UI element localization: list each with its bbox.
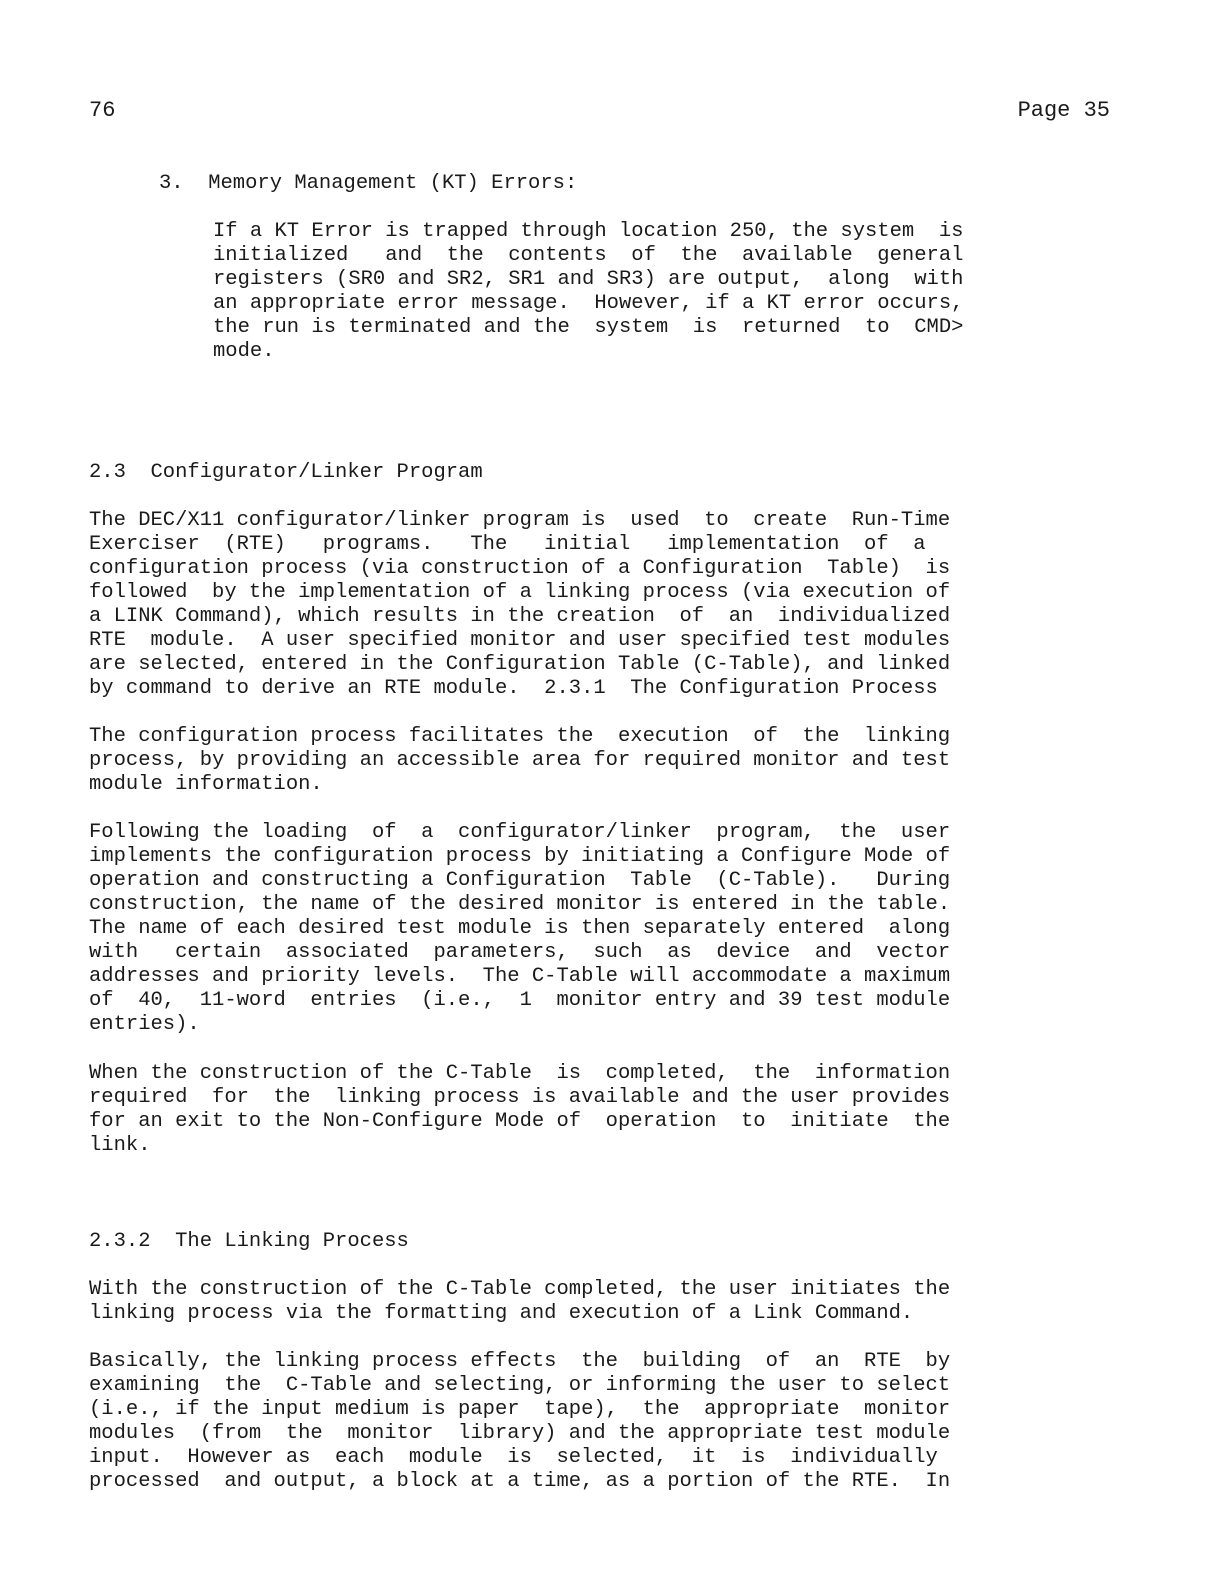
section-2-3-paragraph-2: The configuration process facilitates the execution of the linking process, by providing an accessible area for required monitor and test module information. <box>89 725 951 796</box>
section-2-3-2-paragraph-1: With the construction of the C-Table completed, the user initiates the linking process via the formatting and execution of a Link Command. <box>89 1278 951 1325</box>
section-heading-2-3-2: 2.3.2 The Linking Process <box>89 1230 409 1253</box>
section-heading-2-3: 2.3 Configurator/Linker Program <box>89 461 483 484</box>
item3-body: If a KT Error is trapped through location 250, the system is initialized and the contents of the available general registers (SR0 and SR2, SR1 and SR3) are output, along with an appropriate error message. However, if a KT error occurs, the run is terminated and the system is returned to CMD> mode. <box>213 220 964 363</box>
page-label: Page 35 <box>1017 98 1110 123</box>
page-number: 76 <box>89 98 116 123</box>
section-2-3-paragraph-4: When the construction of the C-Table is completed, the information required for the linking process is available and the user provides for an exit to the Non-Configure Mode of operation to initiate the link. <box>89 1062 951 1157</box>
section-2-3-2-paragraph-2: Basically, the linking process effects the building of an RTE by examining the C-Table and selecting, or informing the user to select (i.e., if the input medium is paper tape), the appropriate monitor modules (from the monitor library) and the appropriate test module input. However as each module is selected, it is individually processed and output, a block at a time, as a portion of the RTE. In <box>89 1350 951 1493</box>
section-2-3-paragraph-1: The DEC/X11 configurator/linker program is used to create Run-Time Exerciser (RTE) programs. The initial implementation of a configuration process (via construction of a Configuration Table) is followed by the implementation of a linking process (via execution of a LINK Command), which results in the creation of an individualized RTE module. A user specified monitor and user specified test modules are selected, entered in the Configuration Table (C-Table), and linked by command to derive an RTE module. 2.3.1 The Configuration Process <box>89 509 951 700</box>
section-2-3-paragraph-3: Following the loading of a configurator/linker program, the user implements the configuration process by initiating a Configure Mode of operation and constructing a Configuration Table (C-Table). During construction, the name of the desired monitor is entered in the table. The name of each desired test module is then separately entered along with certain associated parameters, such as device and vector addresses and priority levels. The C-Table will accommodate a maximum of 40, 11-word entries (i.e., 1 monitor entry and 39 test module entries). <box>89 821 951 1036</box>
item3-title: 3. Memory Management (KT) Errors: <box>159 172 578 195</box>
